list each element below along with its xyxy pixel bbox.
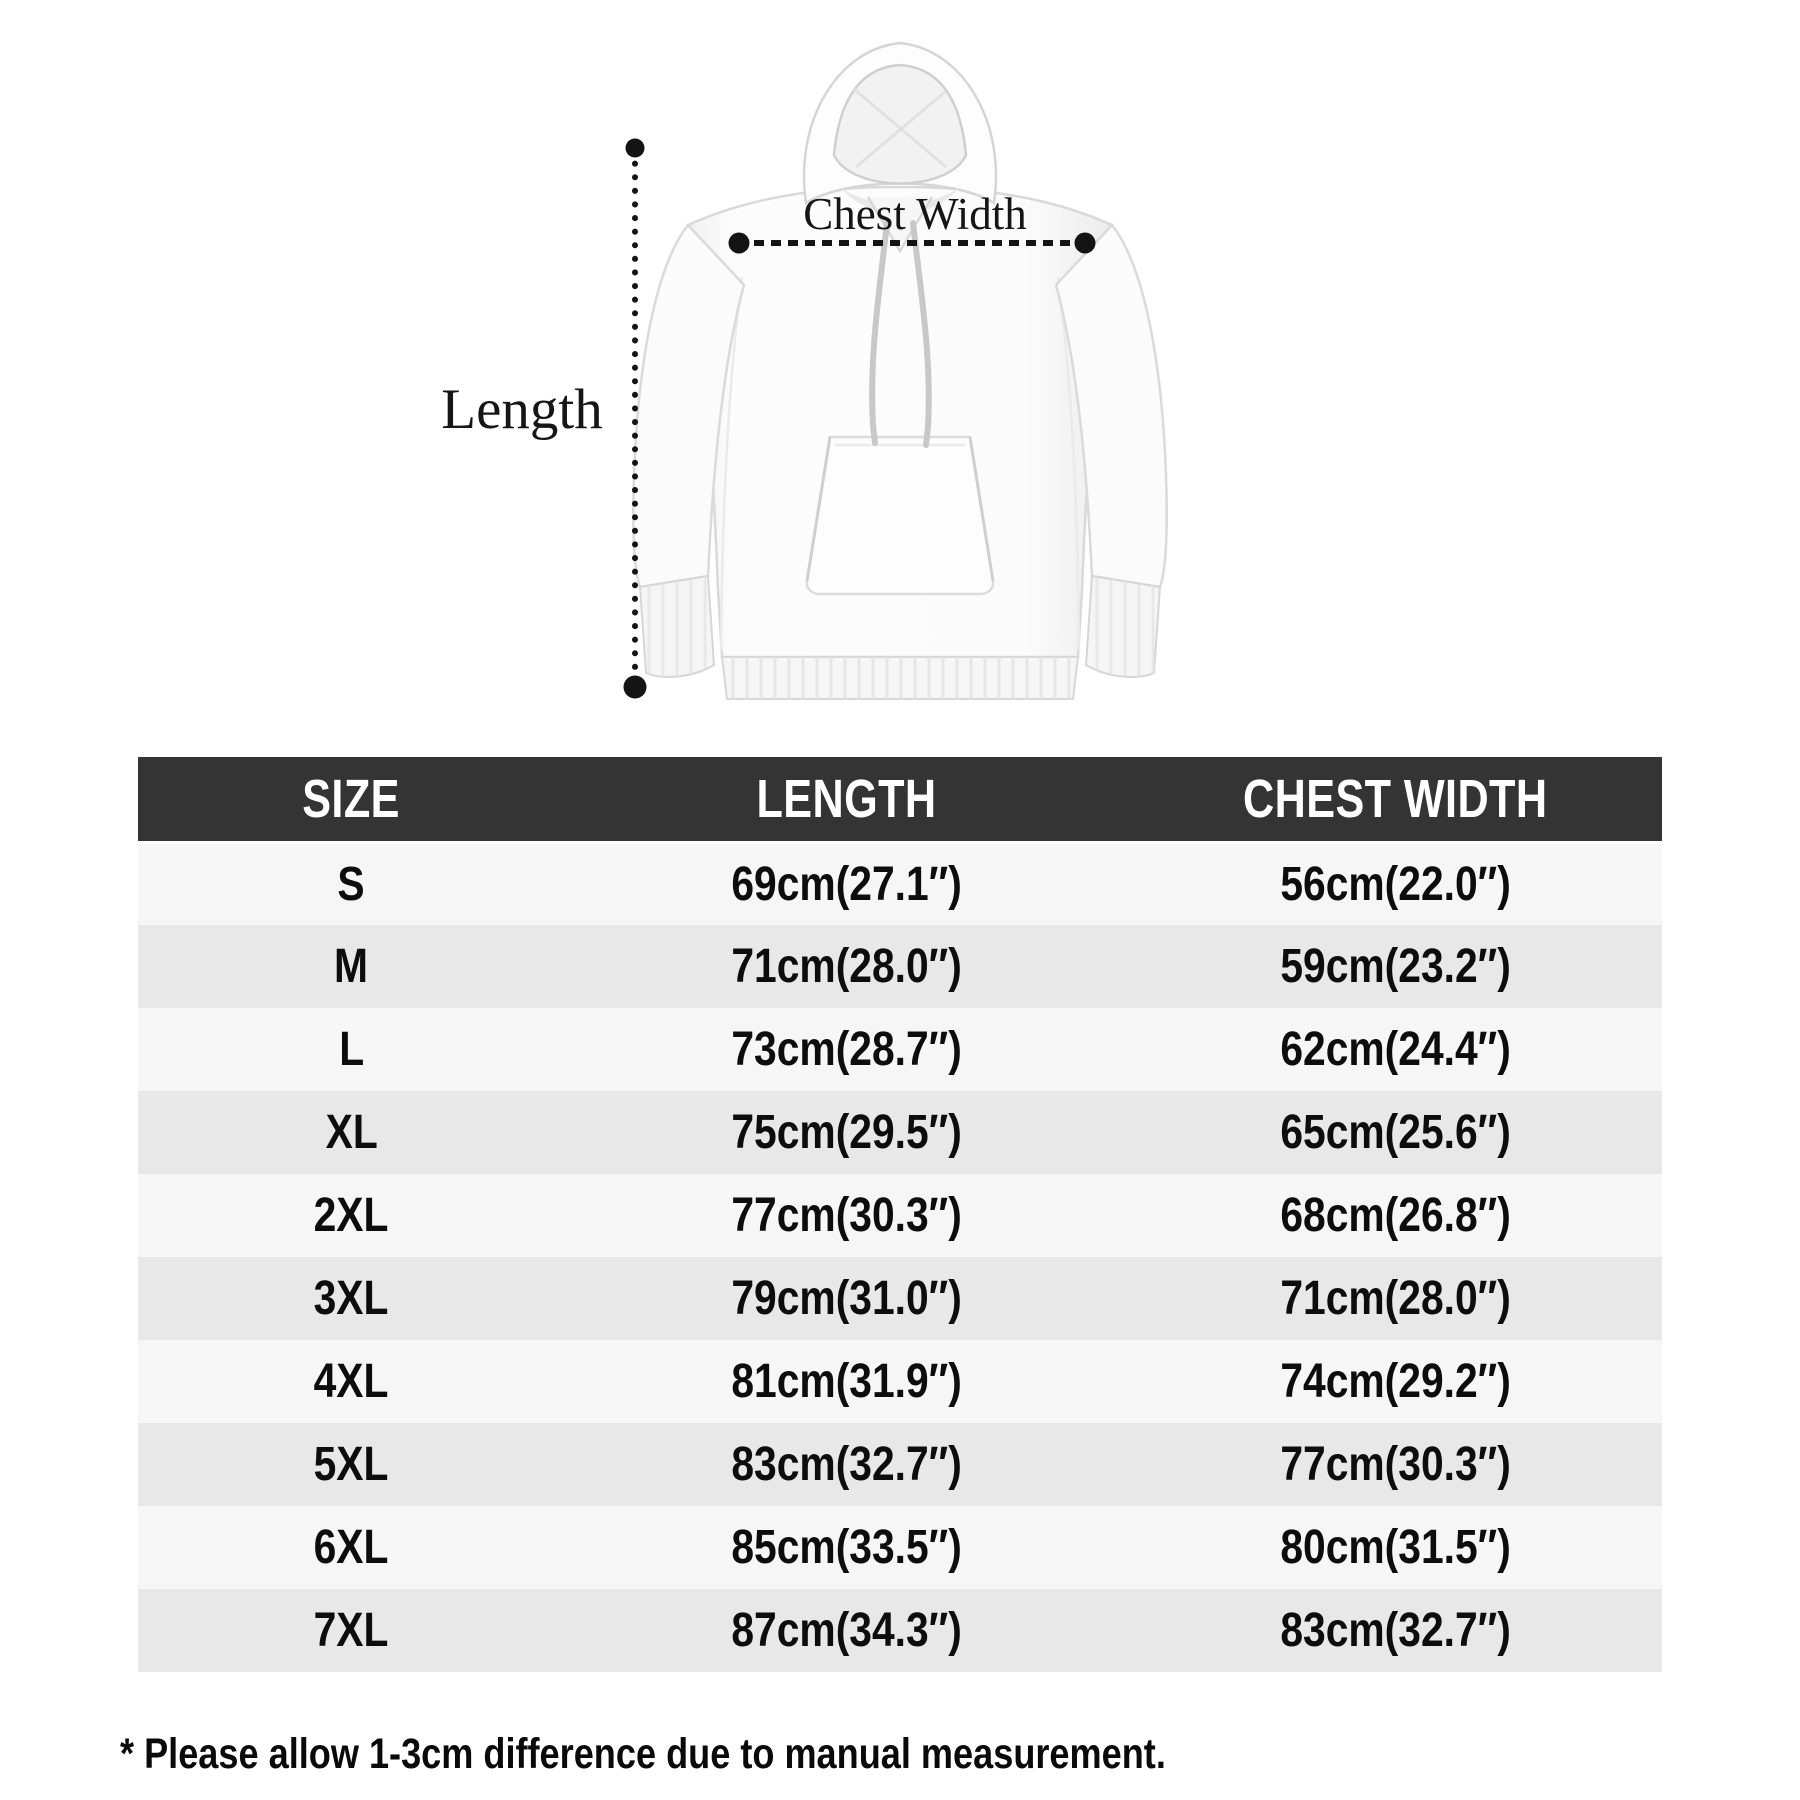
size-table (138, 757, 1662, 1672)
chest-width-cell (1129, 1257, 1662, 1340)
size-value: M (334, 940, 369, 993)
size-header-label: SIZE (302, 768, 401, 829)
size-cell (138, 842, 565, 925)
length-value: 79cm(31.0″) (731, 1272, 962, 1325)
size-cell (138, 1174, 565, 1257)
size-cell (138, 1257, 565, 1340)
length-column-header (565, 757, 1129, 842)
length-cell (565, 1423, 1129, 1506)
chest-width-value: 83cm(32.7″) (1280, 1604, 1511, 1657)
length-cell (565, 925, 1129, 1008)
hoodie-illustration (600, 25, 1200, 715)
size-value: 4XL (313, 1355, 389, 1408)
size-value: S (337, 857, 365, 911)
size-value: 7XL (313, 1604, 389, 1657)
length-cell (565, 1091, 1129, 1174)
chest-width-cell (1129, 1008, 1662, 1091)
disclaimer-text: * Please allow 1-3cm difference due to manual measurement. (120, 1730, 1166, 1778)
chest-width-value: 59cm(23.2″) (1280, 940, 1511, 993)
chest-width-cell (1129, 1174, 1662, 1257)
kangaroo-pocket (807, 437, 993, 594)
size-cell (138, 1423, 565, 1506)
table-row (138, 1340, 1662, 1423)
chest-width-cell (1129, 925, 1662, 1008)
length-cell (565, 1340, 1129, 1423)
chest-width-cell (1129, 842, 1662, 925)
size-cell (138, 1589, 565, 1672)
chest-width-value: 62cm(24.4″) (1280, 1023, 1511, 1076)
table-row (138, 1008, 1662, 1091)
size-value: 6XL (313, 1521, 389, 1574)
measurement-disclaimer (120, 1730, 1365, 1779)
chest-width-label: Chest Width (803, 189, 1027, 239)
length-cell (565, 842, 1129, 925)
chest-width-cell (1129, 1340, 1662, 1423)
table-row (138, 1423, 1662, 1506)
length-cell (565, 1257, 1129, 1340)
size-table-header (138, 757, 1662, 842)
size-cell (138, 1008, 565, 1091)
size-value: 3XL (313, 1272, 389, 1325)
size-value: 5XL (313, 1438, 389, 1491)
size-value: L (338, 1023, 364, 1076)
length-value: 77cm(30.3″) (731, 1189, 962, 1242)
length-cell (565, 1008, 1129, 1091)
length-value: 83cm(32.7″) (731, 1438, 962, 1491)
chest-width-cell (1129, 1506, 1662, 1589)
chest-width-value: 80cm(31.5″) (1280, 1521, 1511, 1574)
length-header-label: LENGTH (756, 768, 937, 829)
table-row (138, 1257, 1662, 1340)
size-value: XL (325, 1106, 378, 1159)
table-row (138, 1091, 1662, 1174)
chest-width-value: 77cm(30.3″) (1280, 1438, 1511, 1491)
chest-width-value: 71cm(28.0″) (1280, 1272, 1511, 1325)
chest-width-cell (1129, 1423, 1662, 1506)
size-cell (138, 925, 565, 1008)
table-row (138, 842, 1662, 925)
chest-width-value: 68cm(26.8″) (1280, 1189, 1511, 1242)
size-cell (138, 1506, 565, 1589)
table-row (138, 1506, 1662, 1589)
table-row (138, 925, 1662, 1008)
length-cell (565, 1174, 1129, 1257)
length-value: 85cm(33.5″) (731, 1521, 962, 1574)
length-value: 69cm(27.1″) (731, 857, 962, 911)
size-cell (138, 1091, 565, 1174)
chest-width-cell (1129, 1091, 1662, 1174)
length-cell (565, 1506, 1129, 1589)
length-value: 71cm(28.0″) (731, 940, 962, 993)
header-row (138, 757, 1662, 842)
table-row (138, 1589, 1662, 1672)
length-value: 73cm(28.7″) (731, 1023, 962, 1076)
length-value: 75cm(29.5″) (731, 1106, 962, 1159)
length-cell (565, 1589, 1129, 1672)
size-cell (138, 1340, 565, 1423)
chest-width-column-header (1129, 757, 1662, 842)
chest-width-value: 65cm(25.6″) (1280, 1106, 1511, 1159)
chest-width-value: 74cm(29.2″) (1280, 1355, 1511, 1408)
table-row (138, 1174, 1662, 1257)
chest-width-cell (1129, 1589, 1662, 1672)
chest-width-value: 56cm(22.0″) (1280, 857, 1511, 911)
size-table-body (138, 842, 1662, 1672)
length-label: Length (441, 378, 603, 441)
length-value: 87cm(34.3″) (731, 1604, 962, 1657)
size-value: 2XL (313, 1189, 389, 1242)
length-value: 81cm(31.9″) (731, 1355, 962, 1408)
chest-width-header-label: CHEST WIDTH (1243, 768, 1548, 829)
size-column-header (138, 757, 565, 842)
